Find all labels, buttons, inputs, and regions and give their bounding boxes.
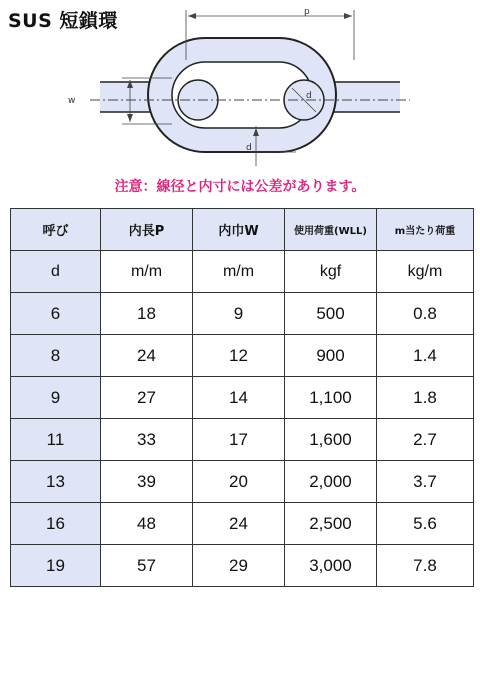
tolerance-note: 注意：線径と内寸には公差があります。 [114,179,366,195]
table-cell: 7.8 [377,545,474,587]
chain-link-diagram [60,0,420,170]
table-row [11,419,474,461]
table-cell: 1,600 [285,419,377,461]
dimension-label-d-inner: d [306,91,312,101]
table-cell: 1.4 [377,335,474,377]
table-cell: 500 [285,293,377,335]
table-cell: 2,000 [285,461,377,503]
table-cell: 18 [101,293,193,335]
table-cell: 0.8 [377,293,474,335]
table-cell: 1.8 [377,377,474,419]
table-cell: 14 [193,377,285,419]
table-cell: 16 [11,503,101,545]
table-cell: 33 [101,419,193,461]
table-cell: 3.7 [377,461,474,503]
table-cell: 57 [101,545,193,587]
table-cell: 39 [101,461,193,503]
unit-row [11,251,474,293]
table-cell: 20 [193,461,285,503]
spec-table [10,208,474,587]
table-row [11,461,474,503]
dimension-label-w: w [68,96,76,106]
table-cell: 24 [101,335,193,377]
unit-cell: m/m [101,251,193,293]
table-cell: 900 [285,335,377,377]
table-cell: 11 [11,419,101,461]
table-cell: 13 [11,461,101,503]
unit-cell: kg/m [377,251,474,293]
table-cell: 3,000 [285,545,377,587]
table-cell: 17 [193,419,285,461]
table-cell: 6 [11,293,101,335]
table-cell: 29 [193,545,285,587]
table-cell: 19 [11,545,101,587]
table-cell: 2.7 [377,419,474,461]
unit-cell: d [11,251,101,293]
header-cell-inner-width: 内巾W [193,209,285,251]
table-cell: 9 [193,293,285,335]
page-title: SUS 短鎖環 [8,10,118,32]
table-cell: 9 [11,377,101,419]
dimension-label-p: p [304,7,310,17]
header-cell-inner-length: 内長P [101,209,193,251]
unit-cell: kgf [285,251,377,293]
dimension-label-d: d [246,143,252,153]
table-row [11,293,474,335]
header-cell-weight: m当たり荷重 [377,209,474,251]
header-row [11,209,474,251]
table-cell: 8 [11,335,101,377]
table-cell: 5.6 [377,503,474,545]
table-row [11,545,474,587]
table-cell: 27 [101,377,193,419]
table-cell: 24 [193,503,285,545]
table-row [11,377,474,419]
table-cell: 48 [101,503,193,545]
header-cell-wll: 使用荷重(WLL) [285,209,377,251]
unit-cell: m/m [193,251,285,293]
table-row [11,503,474,545]
header-cell-size: 呼び [11,209,101,251]
table-row [11,335,474,377]
table-cell: 1,100 [285,377,377,419]
table-cell: 12 [193,335,285,377]
table-cell: 2,500 [285,503,377,545]
